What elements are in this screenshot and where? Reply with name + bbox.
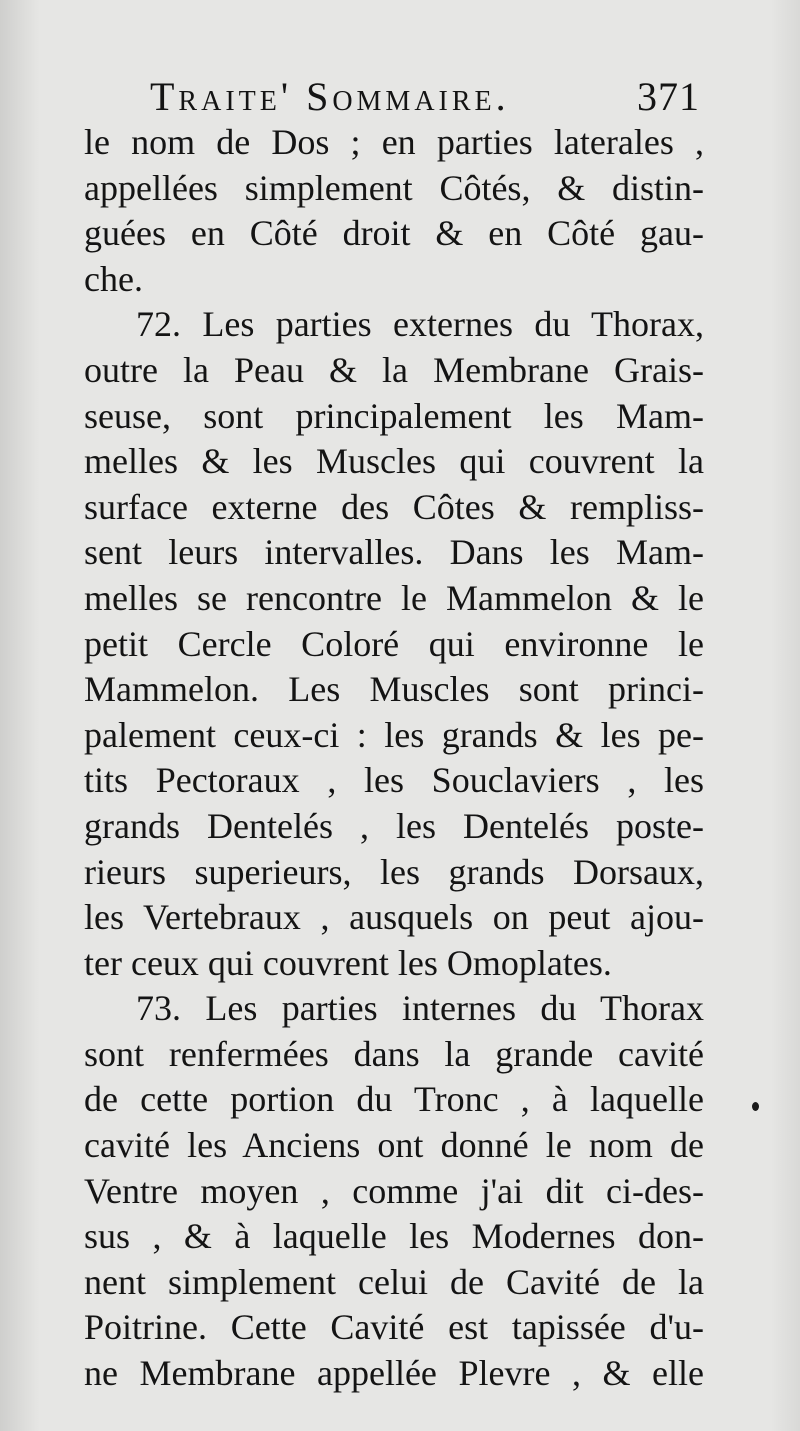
text-line: de cette portion du Tronc , à laquelle xyxy=(84,1079,704,1120)
text-line: sont renfermées dans la grande cavité xyxy=(84,1033,704,1074)
text-line: appellées simplement Côtés, & distin- xyxy=(84,167,704,208)
text-line: melles & les Muscles qui couvrent la xyxy=(84,441,704,482)
text-line: seuse, sont principalement les Mam- xyxy=(84,395,704,436)
text-line: che. xyxy=(84,258,143,299)
text-line: grands Dentelés , les Dentelés poste- xyxy=(84,805,704,846)
page-header xyxy=(150,68,710,126)
text-line: sent leurs intervalles. Dans les Mam- xyxy=(84,532,704,573)
text-line: les Vertebraux , ausquels on peut ajou- xyxy=(84,897,704,938)
text-line: palement ceux-ci : les grands & les pe- xyxy=(84,714,704,755)
text-line: surface externe des Côtes & rempliss- xyxy=(84,486,704,527)
text-line: ter ceux qui couvrent les Omoplates. xyxy=(84,942,612,983)
page-number: 371 xyxy=(637,74,700,119)
text-line: sus , & à laquelle les Modernes don- xyxy=(84,1216,704,1257)
text-line: petit Cercle Coloré qui environne le xyxy=(84,623,704,664)
text-line: Mammelon. Les Muscles sont princi- xyxy=(84,669,704,710)
text-line: ne Membrane appellée Plevre , & elle xyxy=(84,1353,704,1394)
text-line: guées en Côté droit & en Côté gau- xyxy=(84,213,704,254)
text-line: rieurs superieurs, les grands Dorsaux, xyxy=(84,851,704,892)
text-line: Ventre moyen , comme j'ai dit ci-des- xyxy=(84,1170,704,1211)
text-line: nent simplement celui de Cavité de la xyxy=(84,1261,704,1302)
text-line: cavité les Anciens ont donné le nom de xyxy=(84,1125,704,1166)
text-line: le nom de Dos ; en parties laterales , xyxy=(84,122,704,162)
ink-speck xyxy=(752,1102,759,1111)
text-line: tits Pectoraux , les Souclaviers , les xyxy=(84,760,704,801)
running-title: Traite' Sommaire. xyxy=(150,74,510,119)
body-text xyxy=(84,120,704,1397)
paragraph-73-start: 73. Les parties internes du Thorax xyxy=(136,988,704,1029)
text-line: Poitrine. Cette Cavité est tapissée d'u- xyxy=(84,1307,704,1348)
text-line: melles se rencontre le Mammelon & le xyxy=(84,577,704,618)
paragraph-72-start: 72. Les parties externes du Thorax, xyxy=(136,304,704,345)
text-line: outre la Peau & la Membrane Grais- xyxy=(84,349,704,390)
